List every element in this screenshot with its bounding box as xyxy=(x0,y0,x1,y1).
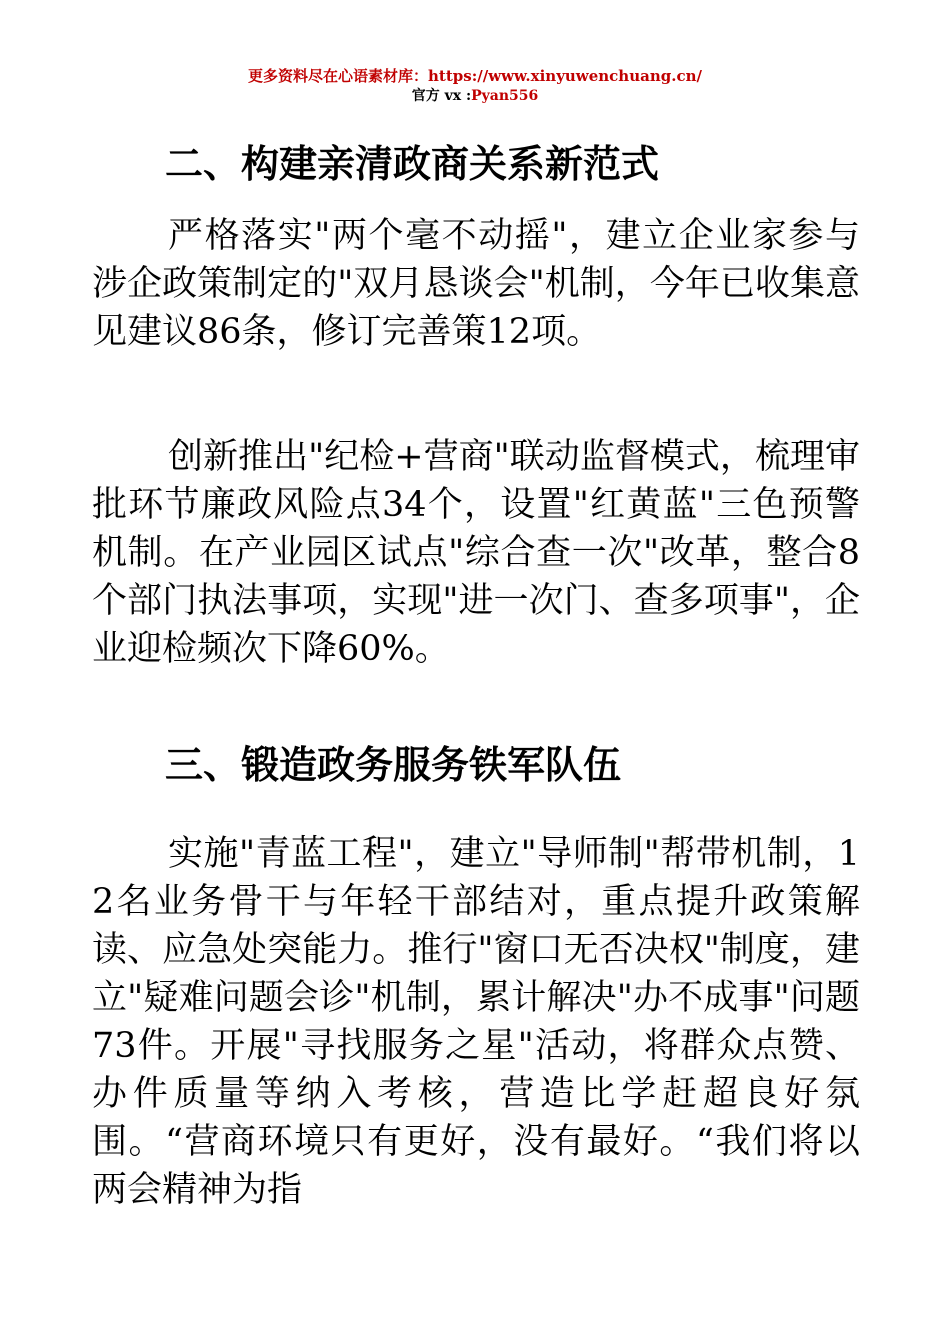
paragraph-joint-supervision: 创新推出"纪检+营商"联动监督模式，梳理审批环节廉政风险点34个，设置"红黄蓝"三色预警机制。在产业园区试点"综合查一次"改革，整合8个部门执法事项，实现"进一次门、查多项事"，企业迎检频次下降60%。 xyxy=(92,437,860,669)
paragraph-business-dialogue: 严格落实"两个毫不动摇"，建立企业家参与涉企政策制定的"双月恳谈会"机制，今年已收集意见建议86条，修订完善策12项。 xyxy=(92,216,860,352)
watermark-contact-line xyxy=(0,86,950,106)
section-heading-3: 三、锻造政务服务铁军队伍 xyxy=(165,743,622,787)
section-heading-2: 二、构建亲清政商关系新范式 xyxy=(165,142,660,186)
paragraph-team-building: 实施"青蓝工程"，建立"导师制"帮带机制，12名业务骨干与年轻干部结对，重点提升政策解读、应急处突能力。推行"窗口无否决权"制度，建立"疑难问题会诊"机制，累计解决"办不成事"问题73件。开展"寻找服务之星"活动，将群众点赞、办件质量等纳入考核，营造比学赶超良好氛围。“营商环境只有更好，没有最好。“我们将以两会精神为指 xyxy=(92,834,860,1210)
watermark-header xyxy=(0,66,950,106)
watermark-source-line: 更多资料尽在心语素材库：https://www.xinyuwenchuang.cn/ xyxy=(248,67,702,85)
watermark-contact-id: Pyan556 xyxy=(471,88,539,104)
watermark-contact-prefix: 官方 vx : xyxy=(411,88,472,104)
